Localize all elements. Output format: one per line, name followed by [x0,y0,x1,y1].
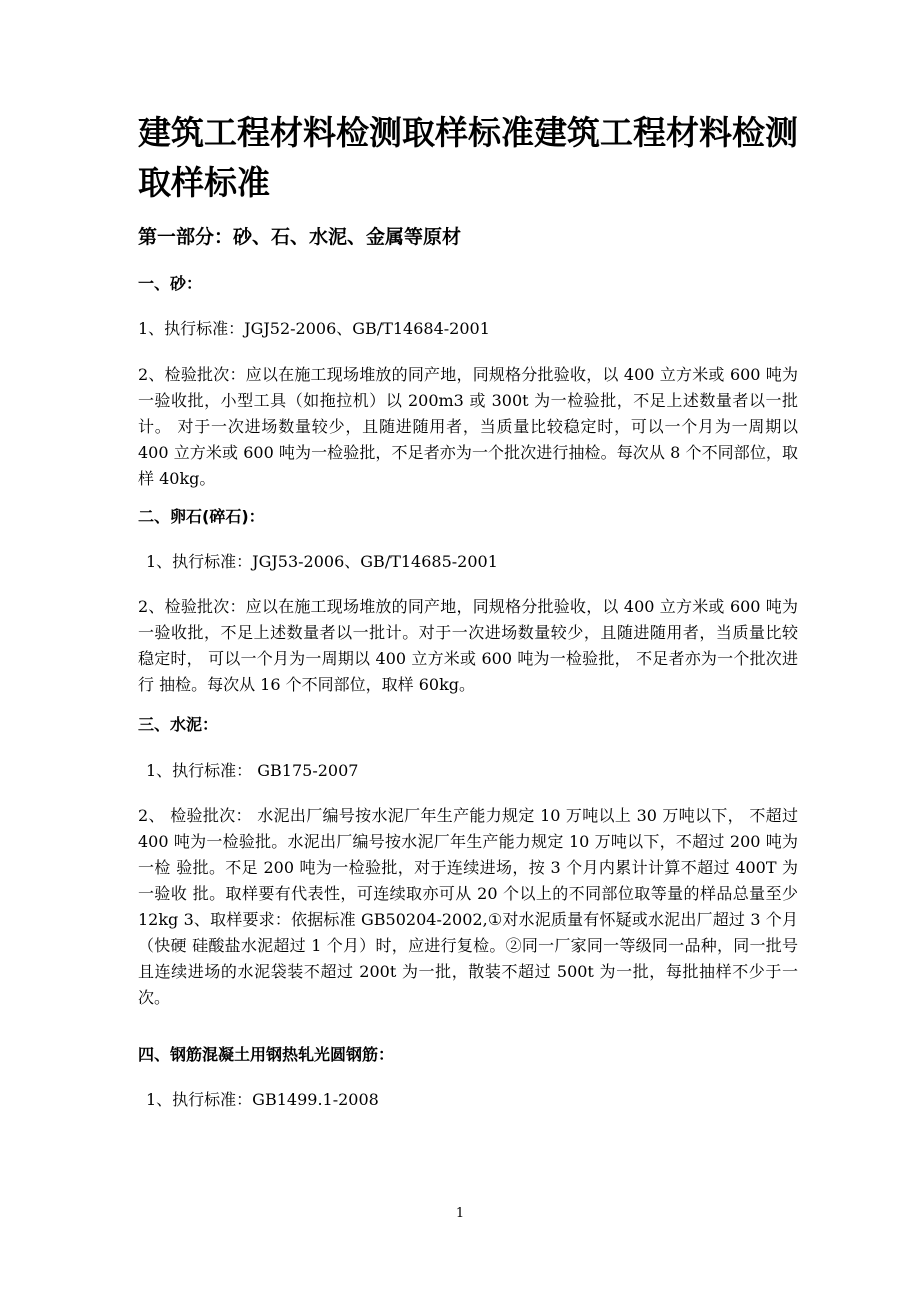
paragraph-cement-batch: 2、 检验批次： 水泥出厂编号按水泥厂年生产能力规定 10 万吨以上 30 万吨以下， 不超过 400 吨为一检验批。水泥出厂编号按水泥厂年生产能力规定 10 万吨以下，不超过 200 吨为一检 验批。不足 200 吨为一检验批，对于连续进场，按 3 个月内累计计算不超过 400T 为一验收 批。取样要有代表性，可连续取亦可从 20 个以上的不同部位取等量的样品总量至少 12kg 3、取样要求：依据标准 GB50204-2002,①对水泥质量有怀疑或水泥出厂超过 3 个月（快硬 硅酸盐水泥超过 1 个月）时，应进行复检。②同一厂家同一等级同一品种，同一批号且连续进场的水泥袋装不超过 200t 为一批，散装不超过 500t 为一批，每批抽样不少于一次。 [138,806,798,1007]
section-heading-sand: 一、砂： [138,274,203,293]
paragraph-gravel-batch: 2、检验批次：应以在施工现场堆放的同产地，同规格分批验收，以 400 立方米或 600 吨为 一验收批，不足上述数量者以一批计。对于一次进场数量较少，且随进随用者，当质量比较 稳定时， 可以一个月为一周期以 400 立方米或 600 吨为一检验批， 不足者亦为一个批次进行 抽检。每次从 16 个不同部位，取样 60kg。 [138,597,798,694]
paragraph-steel-standard: 1、执行标准：GB1499.1-2008 [146,1090,379,1109]
section-heading-cement: 三、水泥： [138,715,219,734]
section-heading-gravel: 二、卵石(碎石)： [138,507,265,526]
section-heading-steel: 四、钢筋混凝土用钢热轧光圆钢筋： [138,1045,395,1064]
document-title: 建筑工程材料检测取样标准建筑工程材料检测取样标准 [138,113,798,202]
paragraph-sand-standard: 1、执行标准：JGJ52-2006、GB/T14684-2001 [138,319,490,338]
paragraph-cement-standard: 1、执行标准： GB175-2007 [146,761,359,780]
paragraph-sand-batch: 2、检验批次：应以在施工现场堆放的同产地，同规格分批验收，以 400 立方米或 600 吨为 一验收批，小型工具（如拖拉机）以 200m3 或 300t 为一检验批，不足上述数量者以一批计。 对于一次进场数量较少，且随进随用者，当质量比较稳定时，可以一个月为一周期以 400 立方米或 600 吨为一检验批，不足者亦为一个批次进行抽检。每次从 8 个不同部位，取样 40kg。 [138,365,798,488]
page-number: 1 [455,1206,465,1221]
part-heading: 第一部分：砂、石、水泥、金属等原材 [138,226,462,248]
paragraph-gravel-standard: 1、执行标准：JGJ53-2006、GB/T14685-2001 [146,552,498,571]
